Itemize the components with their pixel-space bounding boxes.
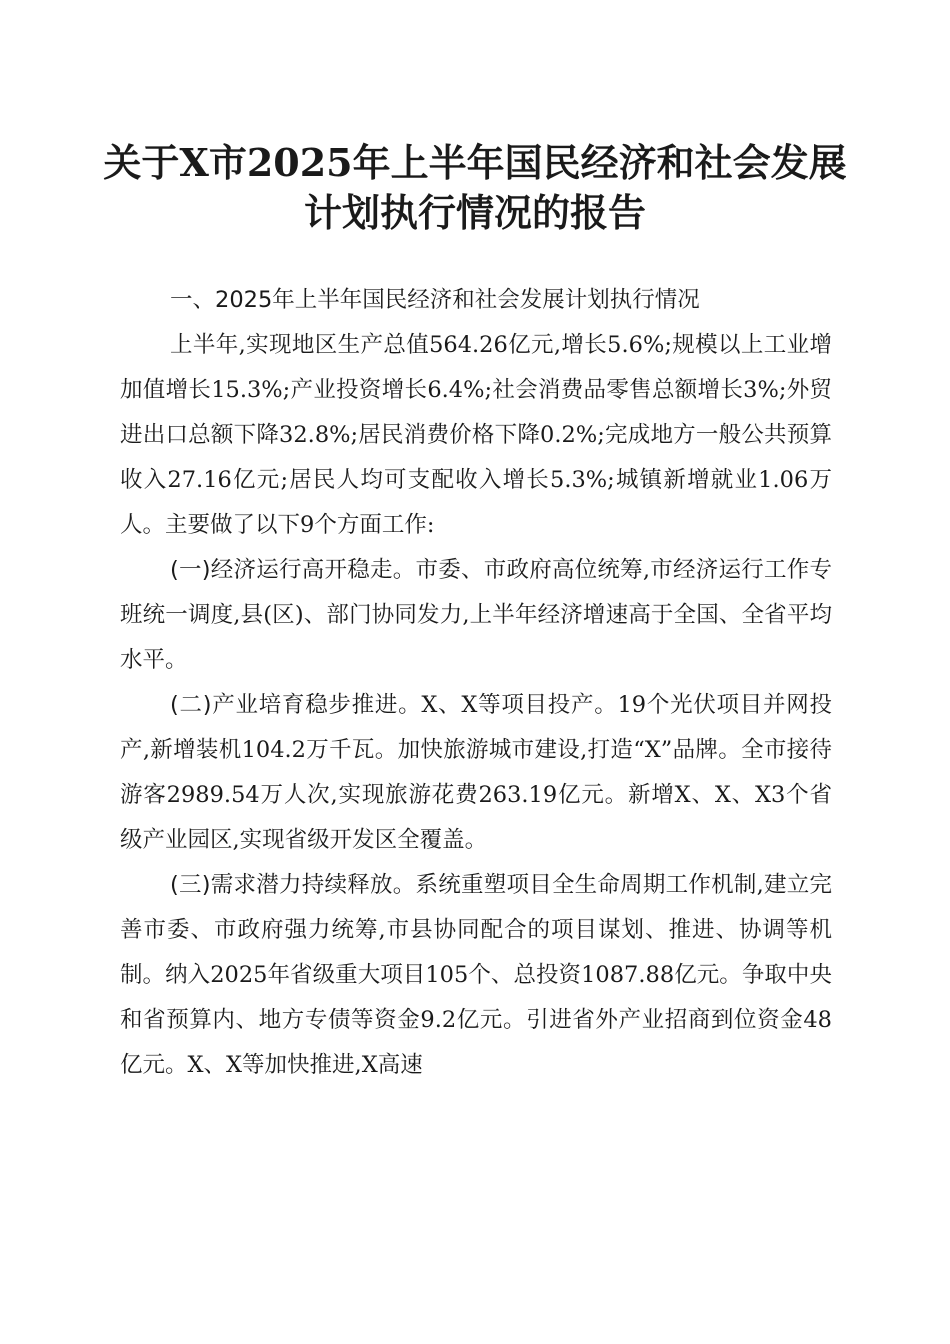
section-heading: 一、2025年上半年国民经济和社会发展计划执行情况 [170, 287, 700, 313]
paragraph-economy [120, 548, 832, 683]
paragraph-text: X、X等项目投产。19个光伏项目并网投产,新增装机104.2万千瓦。加快旅游城市建设,打造“X”品牌。全市接待游客2989.54万人次,实现旅游花费263.19亿元。新增X、X、X3个省级产业园区,实现省级开发区全覆盖。 [120, 692, 832, 853]
paragraph-text: 上半年,实现地区生产总值564.26亿元,增长5.6%;规模以上工业增加值增长15.3%;产业投资增长6.4%;社会消费品零售总额增长3%;外贸进出口总额下降32.8%;居民消费价格下降0.2%;完成地方一般公共预算收入27.16亿元;居民人均可支配收入增长5.3%;城镇新增就业1.06万人。主要做了以下9个方面工作: [120, 332, 832, 538]
paragraph-lead: (一)经济运行高开稳走。 [170, 557, 416, 583]
paragraph-demand [120, 863, 832, 1088]
document-body [120, 278, 832, 1088]
document-title [100, 138, 850, 238]
paragraph-text: 系统重塑项目全生命周期工作机制,建立完善市委、市政府强力统筹,市县协同配合的项目谋划、推进、协调等机制。纳入2025年省级重大项目105个、总投资1087.88亿元。争取中央和省预算内、地方专债等资金9.2亿元。引进省外产业招商到位资金48亿元。X、X等加快推进,X高速 [120, 872, 833, 1078]
title-line-2: 计划执行情况的报告 [303, 190, 646, 235]
paragraph-lead: (三)需求潜力持续释放。 [170, 872, 416, 898]
paragraph-summary [120, 323, 832, 548]
paragraph-text: 市委、市政府高位统筹,市经济运行工作专班统一调度,县(区)、部门协同发力,上半年经济增速高于全国、全省平均水平。 [120, 557, 833, 673]
paragraph-lead: (二)产业培育稳步推进。 [170, 692, 422, 718]
paragraph-industry [120, 683, 832, 863]
title-line-1: 关于X市2025年上半年国民经济和社会发展 [103, 140, 847, 185]
